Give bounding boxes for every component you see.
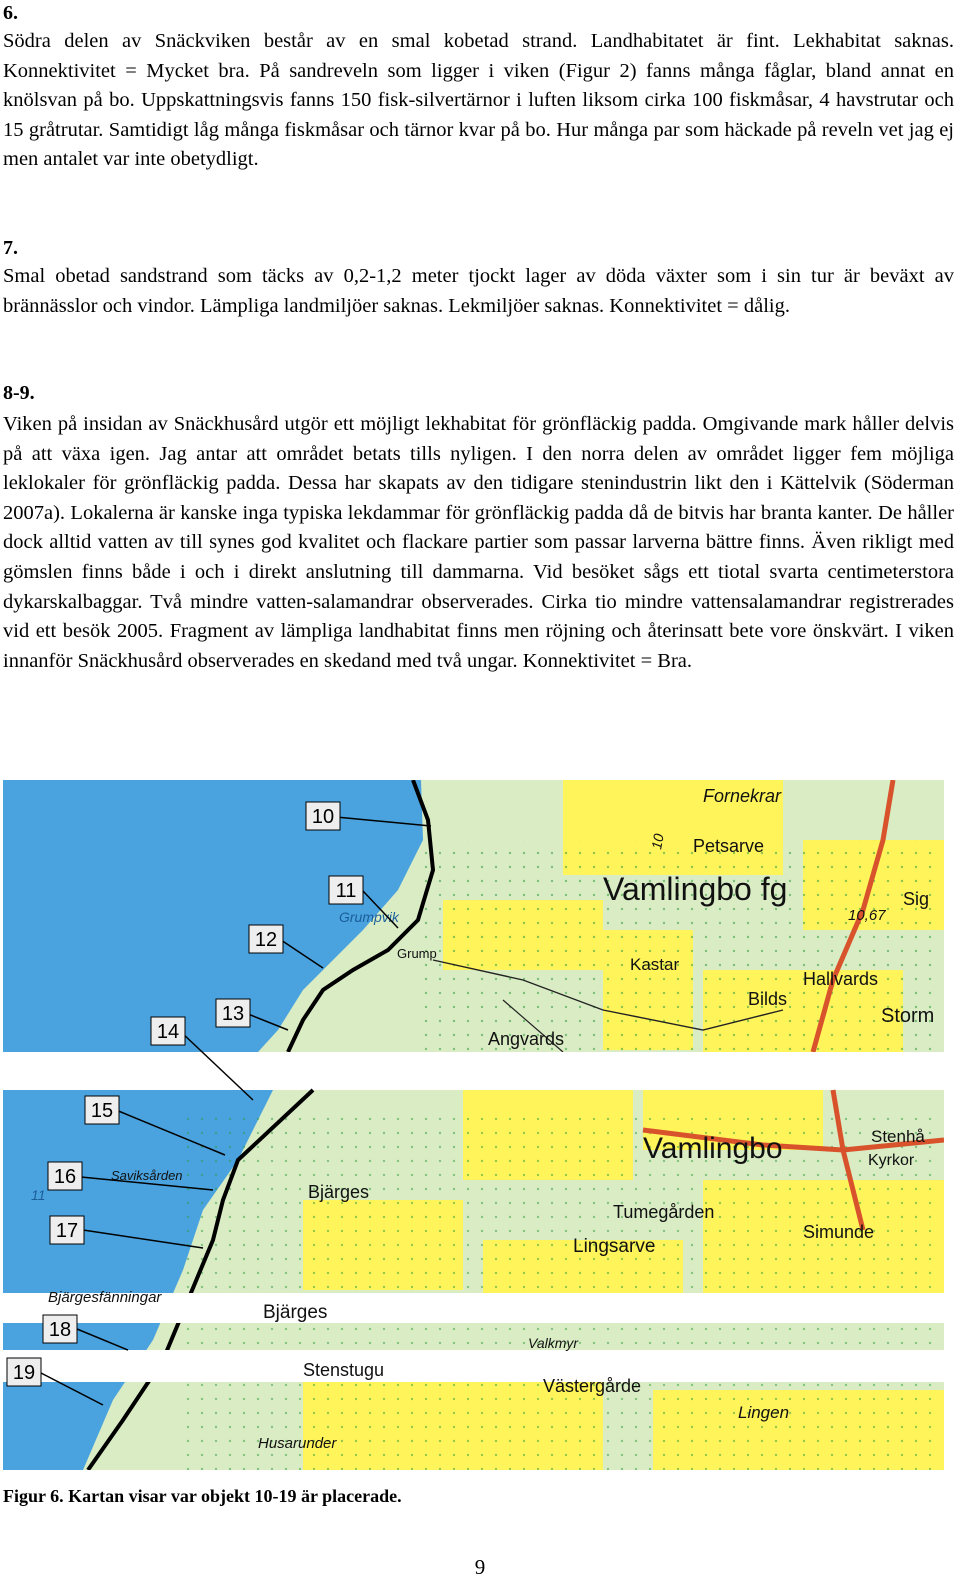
place-tumegarden: Tumegården xyxy=(613,1202,715,1222)
place-stenstugu: Stenstugu xyxy=(303,1360,385,1380)
object-label-19: 19 xyxy=(12,1362,36,1384)
section-8-9-heading: 8-9. xyxy=(3,382,35,404)
place-bjargesfanningar: Bjärgesfänningar xyxy=(48,1289,162,1306)
place-fornekrar: Fornekrar xyxy=(703,786,782,806)
object-label-15: 15 xyxy=(90,1100,114,1122)
place-bilds: Bilds xyxy=(748,989,788,1009)
place-vamlingbo: Vamlingbo xyxy=(643,1132,783,1165)
object-label-18: 18 xyxy=(48,1319,72,1341)
map-grid-number: 10 xyxy=(648,832,667,851)
page-number: 9 xyxy=(474,1555,486,1579)
map-sea-number: 11 xyxy=(31,1187,46,1203)
upper-map xyxy=(3,780,944,1052)
elevation-label: 10,67 xyxy=(848,907,886,924)
section-6-heading: 6. xyxy=(3,2,18,24)
section-7-text: Smal obetad sandstrand som täcks av 0,2-1,2 meter tjockt lager av döda växter som i sin tur är beväxt av brännässlor och vindor. Lämpliga landmiljöer saknas. Lekmiljöer saknas. Konnektivitet = dålig. xyxy=(3,265,954,317)
object-label-12: 12 xyxy=(254,929,278,951)
place-angvards: Angvards xyxy=(488,1029,565,1049)
lower-map xyxy=(3,1090,944,1470)
place-bjarges-2: Bjärges xyxy=(263,1302,328,1323)
object-label-13: 13 xyxy=(221,1003,245,1025)
place-sig: Sig xyxy=(903,889,930,909)
place-grump: Grump xyxy=(397,946,437,961)
place-lingen: Lingen xyxy=(738,1403,790,1422)
object-label-11: 11 xyxy=(335,880,357,902)
place-grumpvik: Grumpvik xyxy=(339,909,399,925)
place-saviksarden: Saviksården xyxy=(111,1168,183,1183)
place-vamlingbo-fg: Vamlingbo fg xyxy=(603,871,788,907)
object-label-16: 16 xyxy=(53,1166,77,1188)
place-stenha: Stenhå xyxy=(871,1127,925,1146)
place-valkmyr: Valkmyr xyxy=(528,1335,579,1351)
place-vastergarde: Västergårde xyxy=(543,1376,642,1396)
map-figure xyxy=(3,780,944,1470)
section-6-text: Södra delen av Snäckviken består av en smal kobetad strand. Landhabitatet är fint. Lekhabitat saknas. Konnektivitet = Mycket bra. På sandreveln som ligger i viken (Figur 2) fanns många fåglar, bland annat en knölsvan på bo. Uppskattningsvis fanns 150 fisk-silvertärnor i luften liksom cirka 100 fiskmåsar, 4 havstrutar och 15 gråtrutar. Samtidigt låg många fiskmåsar och tärnor kvar på bo. Hur många par som häckade på reveln vet jag ej men antalet var inte obetydligt. xyxy=(3,30,954,171)
place-lingsarve: Lingsarve xyxy=(573,1236,656,1257)
object-label-17: 17 xyxy=(55,1220,79,1242)
object-label-10: 10 xyxy=(311,806,335,828)
place-kastar: Kastar xyxy=(630,955,680,974)
place-simunde: Simunde xyxy=(803,1222,875,1242)
place-bjarges: Bjärges xyxy=(308,1182,370,1202)
place-storm: Storm xyxy=(881,1005,935,1027)
place-kyrkor: Kyrkor xyxy=(868,1152,915,1169)
figure-caption: Figur 6. Kartan visar var objekt 10-19 är placerade. xyxy=(3,1486,402,1506)
place-husarunder: Husarunder xyxy=(258,1435,337,1452)
place-petsarve: Petsarve xyxy=(693,836,765,856)
section-8-9-text: Viken på insidan av Snäckhusård utgör ett möjligt lekhabitat för grönfläckig padda. Omgivande mark håller delvis på att växa igen. Jag antar att området betats tills nyligen. I den norra delen av området ligger fem möjliga leklokaler för grönfläckig padda. Dessa har skapats av den tidigare stenindustrin likt den i Kättelvik (Söderman 2007a). Lokalerna är kanske inga typiska lekdammar för grönfläckig padda då de bitvis har branta kanter. De håller dock alltid vatten av till synes god kvalitet och flackare partier som passar larverna bättre finns. Även rikligt med gömslen finns både i och i direkt anslutning till dammarna. Vid besöket sågs ett tiotal svarta centimeterstora dykarskalbaggar. Två mindre vatten-salamandrar observerades. Cirka tio mindre vattensalamandrar registrerades vid ett besök 2005. Fragment av lämpliga landhabitat finns men röjning och återinsatt bete vore önskvärt. I viken innanför Snäckhusård observerades en skedand med två ungar. Konnektivitet = Bra. xyxy=(3,413,954,672)
object-label-14: 14 xyxy=(156,1021,180,1043)
place-hallvards: Hallvards xyxy=(803,969,879,989)
section-7-heading: 7. xyxy=(3,237,18,259)
